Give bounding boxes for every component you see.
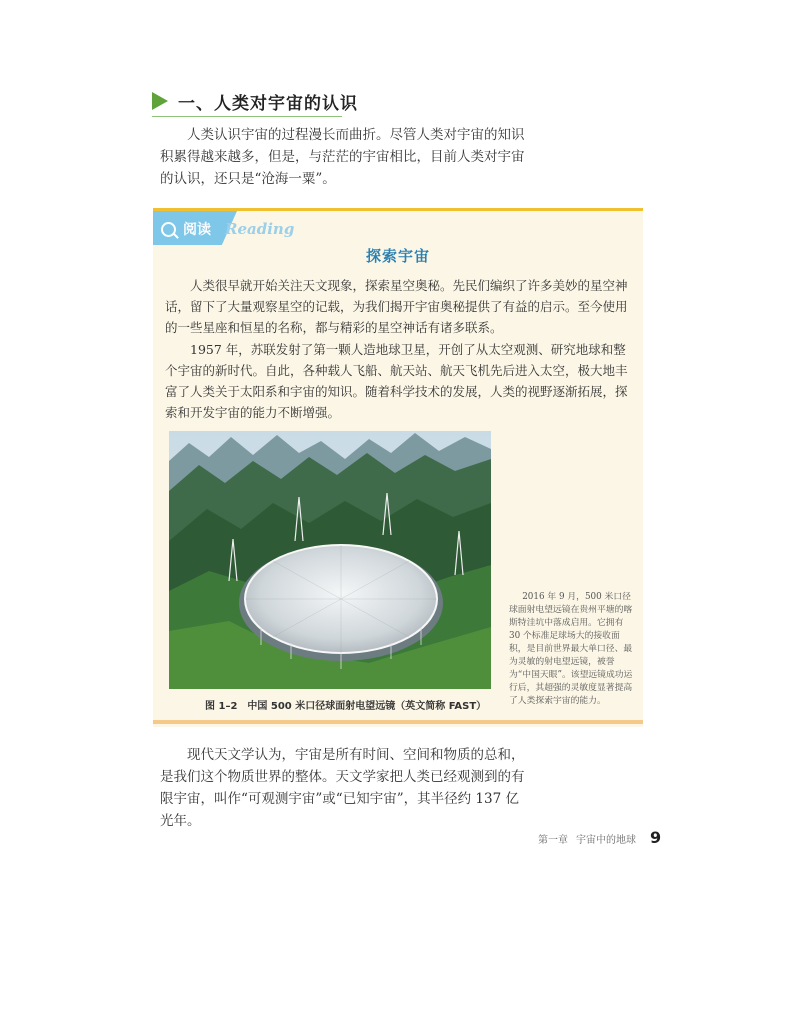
page-number: 9 (650, 828, 662, 847)
fast-telescope-illustration (169, 431, 491, 689)
fast-telescope-photo (169, 431, 491, 689)
page-footer (538, 828, 661, 847)
section-title: 一、人类对宇宙的认识 (178, 93, 358, 114)
magnifier-icon (161, 222, 176, 237)
reading-box-bottom-rule (153, 720, 643, 724)
reading-title: 探索宇宙 (365, 247, 430, 265)
reading-badge (153, 211, 303, 247)
reading-badge-english: Reading (225, 220, 295, 238)
closing-paragraph: 现代天文学认为，宇宙是所有时间、空间和物质的总和，是我们这个物质世界的整体。天文学家把人类已经观测到的有限宇宙，叫作“可观测宇宙”或“已知宇宙”，其半径约 137 亿光年。 (160, 747, 525, 829)
intro-paragraph: 人类认识宇宙的过程漫长而曲折。尽管人类对宇宙的知识积累得越来越多，但是，与茫茫的宇宙相比，目前人类对宇宙的认识，还只是“沧海一粟”。 (160, 127, 525, 187)
reading-box (153, 208, 643, 727)
section-heading (152, 88, 358, 114)
figure-caption: 图 1–2 中国 500 米口径球面射电望远镜（英文简称 FAST） (205, 701, 487, 712)
photo-side-caption: 2016 年 9 月，500 米口径球面射电望远镜在贵州平塘的喀斯特洼坑中落成启用。它拥有 30 个标准足球场大的接收面积，是目前世界最大单口径、最为灵敏的射电望远镜，被誉为“中国天眼”。该望远镜成功运行后，其超强的灵敏度显著提高了人类探索宇宙的能力。 (509, 592, 633, 706)
footer-chapter: 第一章 (538, 835, 568, 846)
footer-chapter-title: 宇宙中的地球 (576, 835, 636, 846)
reading-paragraph-1: 人类很早就开始关注天文现象，探索星空奥秘。先民们编织了许多美妙的星空神话，留下了大量观察星空的记载，为我们揭开宇宙奥秘提供了有益的启示。至今使用的一些星座和恒星的名称，都与精彩的星空神话有诸多联系。 (165, 278, 628, 335)
reading-paragraph-2: 1957 年，苏联发射了第一颗人造地球卫星，开创了从太空观测、研究地球和整个宇宙的新时代。自此，各种载人飞船、航天站、航天飞机先后进入太空，极大地丰富了人类关于太阳系和宇宙的知识。随着科学技术的发展，人类的视野逐渐拓展，探索和开发宇宙的能力不断增强。 (165, 342, 628, 420)
section-underline (152, 116, 342, 117)
triangle-marker-icon (152, 92, 168, 110)
reading-badge-label: 阅读 (183, 222, 211, 238)
